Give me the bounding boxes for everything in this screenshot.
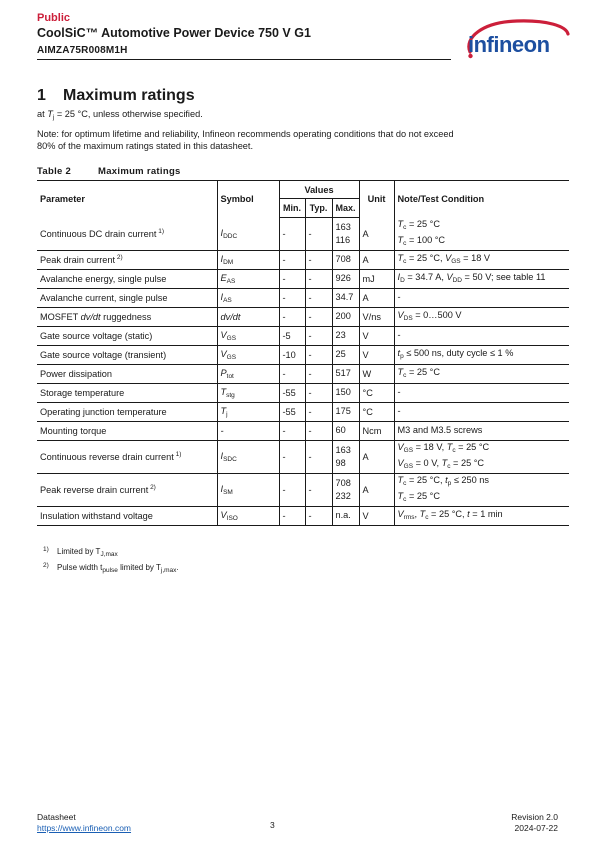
cell-unit: V bbox=[359, 345, 394, 364]
cell-symbol: $I_{SDC}$ bbox=[217, 440, 279, 473]
cell-typ: - bbox=[305, 402, 332, 421]
cell-symbol: $T_j$ bbox=[217, 402, 279, 421]
condition-text bbox=[37, 108, 203, 124]
table-row bbox=[37, 421, 569, 440]
footnote-text: Limited by T bbox=[57, 547, 101, 556]
footnote-mark: 2) bbox=[43, 562, 49, 569]
cell-unit: A bbox=[359, 218, 394, 251]
table-row bbox=[37, 269, 569, 288]
footer-url-link[interactable]: https://www.infineon.com bbox=[37, 823, 132, 833]
cell-min: - bbox=[279, 307, 305, 326]
footnote-sub: j,max bbox=[160, 567, 177, 574]
cell-unit: Ncm bbox=[359, 421, 394, 440]
cell-min: - bbox=[279, 250, 305, 269]
cell-parameter bbox=[37, 421, 217, 440]
cell-note: - bbox=[394, 383, 569, 402]
footnote-ref: 2) bbox=[115, 254, 123, 261]
cell-max: n.a. bbox=[332, 506, 359, 525]
footnote-ref: 2) bbox=[148, 484, 156, 491]
table-row bbox=[37, 218, 569, 251]
footnote-text: Pulse width t bbox=[57, 563, 103, 572]
footer-left bbox=[37, 812, 131, 834]
cell-typ: - bbox=[305, 421, 332, 440]
parameter-text: Continuous reverse drain current bbox=[40, 452, 174, 462]
cell-max: 708 bbox=[332, 250, 359, 269]
footnote-sub: J,max bbox=[100, 551, 118, 558]
parameter-text: Insulation withstand voltage bbox=[40, 510, 153, 521]
cell-symbol: $V_{GS}$ bbox=[217, 345, 279, 364]
cell-symbol: dv/dt bbox=[217, 307, 279, 326]
cell-symbol: $V_{GS}$ bbox=[217, 326, 279, 345]
cell-unit: A bbox=[359, 288, 394, 307]
table-row bbox=[37, 307, 569, 326]
footnote-ref: 1) bbox=[173, 451, 182, 458]
header-max: Max. bbox=[332, 199, 359, 218]
table-row bbox=[37, 506, 569, 525]
cell-min: -10 bbox=[279, 345, 305, 364]
table-caption bbox=[37, 166, 181, 177]
cell-min: - bbox=[279, 218, 305, 251]
cell-symbol: $I_{SM}$ bbox=[217, 473, 279, 506]
table-row bbox=[37, 345, 569, 364]
parameter-text: Power dissipation bbox=[40, 368, 113, 379]
footnote-mark: 1) bbox=[43, 546, 49, 553]
cell-parameter bbox=[37, 402, 217, 421]
table-row bbox=[37, 250, 569, 269]
page-number: 3 bbox=[270, 820, 275, 830]
condition-prefix: at bbox=[37, 109, 48, 119]
header-values: Values bbox=[279, 181, 359, 199]
cell-min: -5 bbox=[279, 326, 305, 345]
table-body bbox=[37, 218, 569, 526]
cell-max: 25 bbox=[332, 345, 359, 364]
cell-max: 926 bbox=[332, 269, 359, 288]
cell-max: 708 232 bbox=[332, 473, 359, 506]
parameter-text: Peak drain current bbox=[40, 255, 116, 265]
cell-typ: - bbox=[305, 440, 332, 473]
parameter-text: Avalanche energy, single pulse bbox=[40, 273, 167, 284]
cell-unit: °C bbox=[359, 402, 394, 421]
cell-unit: V/ns bbox=[359, 307, 394, 326]
cell-max: 200 bbox=[332, 307, 359, 326]
footnote-1 bbox=[45, 546, 118, 558]
header-rule bbox=[37, 59, 451, 60]
footer-date: 2024-07-22 bbox=[514, 823, 558, 833]
cell-unit: mJ bbox=[359, 269, 394, 288]
cell-note: M3 and M3.5 screws bbox=[394, 421, 569, 440]
header-note: Note/Test Condition bbox=[394, 181, 569, 218]
section-title: Maximum ratings bbox=[63, 87, 195, 104]
section-heading bbox=[37, 87, 195, 105]
cell-typ: - bbox=[305, 218, 332, 251]
cell-min: - bbox=[279, 288, 305, 307]
section-number: 1 bbox=[37, 87, 46, 104]
cell-unit: A bbox=[359, 473, 394, 506]
cell-parameter bbox=[37, 250, 217, 269]
infineon-logo bbox=[462, 18, 572, 64]
cell-note: $T_c = 25$ °C bbox=[394, 364, 569, 383]
cell-note: $I_D = 34.7$ A, $V_{DD} = 50$ V; see table 11 bbox=[394, 269, 569, 288]
table-row bbox=[37, 402, 569, 421]
cell-min: - bbox=[279, 473, 305, 506]
cell-symbol: $E_{AS}$ bbox=[217, 269, 279, 288]
cell-unit: V bbox=[359, 506, 394, 525]
footer-doc-type: Datasheet bbox=[37, 812, 76, 822]
cell-note: $T_c = 25$ °C, $t_p \le 250$ ns $T_c = 25$ °C bbox=[394, 473, 569, 506]
cell-unit: V bbox=[359, 326, 394, 345]
table-row bbox=[37, 440, 569, 473]
cell-typ: - bbox=[305, 288, 332, 307]
cell-min: -55 bbox=[279, 383, 305, 402]
cell-unit: °C bbox=[359, 383, 394, 402]
cell-max: 150 bbox=[332, 383, 359, 402]
part-number: AIMZA75R008M1H bbox=[37, 45, 128, 56]
cell-note: $t_p \le 500$ ns, duty cycle ≤ 1 % bbox=[394, 345, 569, 364]
header-symbol: Symbol bbox=[217, 181, 279, 218]
cell-min: -55 bbox=[279, 402, 305, 421]
cell-note: $V_{rms}$, $T_c = 25$ °C, t = 1 min bbox=[394, 506, 569, 525]
cell-max: 34.7 bbox=[332, 288, 359, 307]
note-text bbox=[37, 128, 454, 152]
classification-label: Public bbox=[37, 12, 71, 24]
condition-subscript: j bbox=[52, 114, 55, 121]
parameter-text: Storage temperature bbox=[40, 387, 125, 398]
cell-parameter bbox=[37, 440, 217, 473]
table-row bbox=[37, 288, 569, 307]
table-row bbox=[37, 364, 569, 383]
cell-typ: - bbox=[305, 307, 332, 326]
cell-typ: - bbox=[305, 383, 332, 402]
cell-note: $V_{DS}$ = 0…500 V bbox=[394, 307, 569, 326]
cell-note: - bbox=[394, 288, 569, 307]
note-line-2: 80% of the maximum ratings stated in this datasheet. bbox=[37, 141, 254, 151]
cell-typ: - bbox=[305, 364, 332, 383]
footnote-text: . bbox=[176, 563, 179, 572]
cell-min: - bbox=[279, 364, 305, 383]
cell-unit: A bbox=[359, 250, 394, 269]
condition-symbol: T bbox=[47, 109, 53, 119]
table-title: Maximum ratings bbox=[98, 166, 181, 177]
cell-max: 163 98 bbox=[332, 440, 359, 473]
cell-symbol: $I_{DM}$ bbox=[217, 250, 279, 269]
table-row bbox=[37, 383, 569, 402]
cell-typ: - bbox=[305, 326, 332, 345]
cell-symbol: $I_{DDC}$ bbox=[217, 218, 279, 251]
footnote-text: limited by T bbox=[117, 563, 161, 572]
cell-max: 60 bbox=[332, 421, 359, 440]
cell-note: $V_{GS} = 18$ V, $T_c = 25$ °C $V_{GS} = 0$ V, $T_c = 25$ °C bbox=[394, 440, 569, 473]
parameter-text: Continuous DC drain current bbox=[40, 229, 157, 239]
max-ratings-table bbox=[37, 180, 569, 526]
condition-rest: = 25 °C, unless otherwise specified. bbox=[54, 109, 203, 119]
cell-min: - bbox=[279, 440, 305, 473]
cell-parameter bbox=[37, 269, 217, 288]
cell-typ: - bbox=[305, 345, 332, 364]
cell-typ: - bbox=[305, 473, 332, 506]
footnote-2 bbox=[45, 562, 179, 574]
parameter-text: Avalanche current, single pulse bbox=[40, 292, 168, 303]
cell-note: - bbox=[394, 326, 569, 345]
cell-min: - bbox=[279, 421, 305, 440]
cell-max: 163 116 bbox=[332, 218, 359, 251]
cell-typ: - bbox=[305, 269, 332, 288]
cell-parameter bbox=[37, 345, 217, 364]
cell-parameter bbox=[37, 307, 217, 326]
cell-max: 23 bbox=[332, 326, 359, 345]
footnote-ref: 1) bbox=[156, 228, 165, 235]
cell-min: - bbox=[279, 269, 305, 288]
cell-parameter bbox=[37, 473, 217, 506]
cell-max: 175 bbox=[332, 402, 359, 421]
cell-typ: - bbox=[305, 250, 332, 269]
cell-note: - bbox=[394, 402, 569, 421]
cell-symbol: $T_{stg}$ bbox=[217, 383, 279, 402]
cell-unit: W bbox=[359, 364, 394, 383]
cell-unit: A bbox=[359, 440, 394, 473]
header-min: Min. bbox=[279, 199, 305, 218]
header-parameter: Parameter bbox=[37, 181, 217, 218]
table-label: Table 2 bbox=[37, 166, 72, 177]
cell-parameter bbox=[37, 364, 217, 383]
cell-parameter bbox=[37, 506, 217, 525]
cell-min: - bbox=[279, 506, 305, 525]
cell-parameter bbox=[37, 383, 217, 402]
parameter-text: MOSFET dv/dt ruggedness bbox=[40, 311, 152, 322]
cell-parameter bbox=[37, 218, 217, 251]
header-typ: Typ. bbox=[305, 199, 332, 218]
cell-parameter bbox=[37, 288, 217, 307]
cell-note: $T_c = 25$ °C $T_c = 100$ °C bbox=[394, 218, 569, 251]
note-line-1: Note: for optimum lifetime and reliability, Infineon recommends operating conditions that do not exceed bbox=[37, 129, 454, 139]
parameter-text: Gate source voltage (static) bbox=[40, 330, 153, 341]
document-title: CoolSiC™ Automotive Power Device 750 V G1 bbox=[37, 26, 311, 40]
parameter-text: Mounting torque bbox=[40, 425, 107, 436]
cell-note: $T_c = 25$ °C, $V_{GS} = 18$ V bbox=[394, 250, 569, 269]
cell-symbol: $I_{AS}$ bbox=[217, 288, 279, 307]
cell-symbol: $V_{ISO}$ bbox=[217, 506, 279, 525]
header-unit: Unit bbox=[359, 181, 394, 218]
table-row bbox=[37, 473, 569, 506]
footer-right bbox=[511, 812, 558, 834]
cell-max: 517 bbox=[332, 364, 359, 383]
footer-revision: Revision 2.0 bbox=[511, 812, 558, 822]
parameter-text: Gate source voltage (transient) bbox=[40, 349, 167, 360]
cell-typ: - bbox=[305, 506, 332, 525]
table-row bbox=[37, 326, 569, 345]
footnote-sub: pulse bbox=[102, 567, 118, 574]
cell-symbol: $P_{tot}$ bbox=[217, 364, 279, 383]
parameter-text: Peak reverse drain current bbox=[40, 485, 149, 495]
cell-symbol: - bbox=[217, 421, 279, 440]
logo-wordmark: infineon bbox=[468, 32, 550, 57]
parameter-text: Operating junction temperature bbox=[40, 406, 167, 417]
cell-parameter bbox=[37, 326, 217, 345]
